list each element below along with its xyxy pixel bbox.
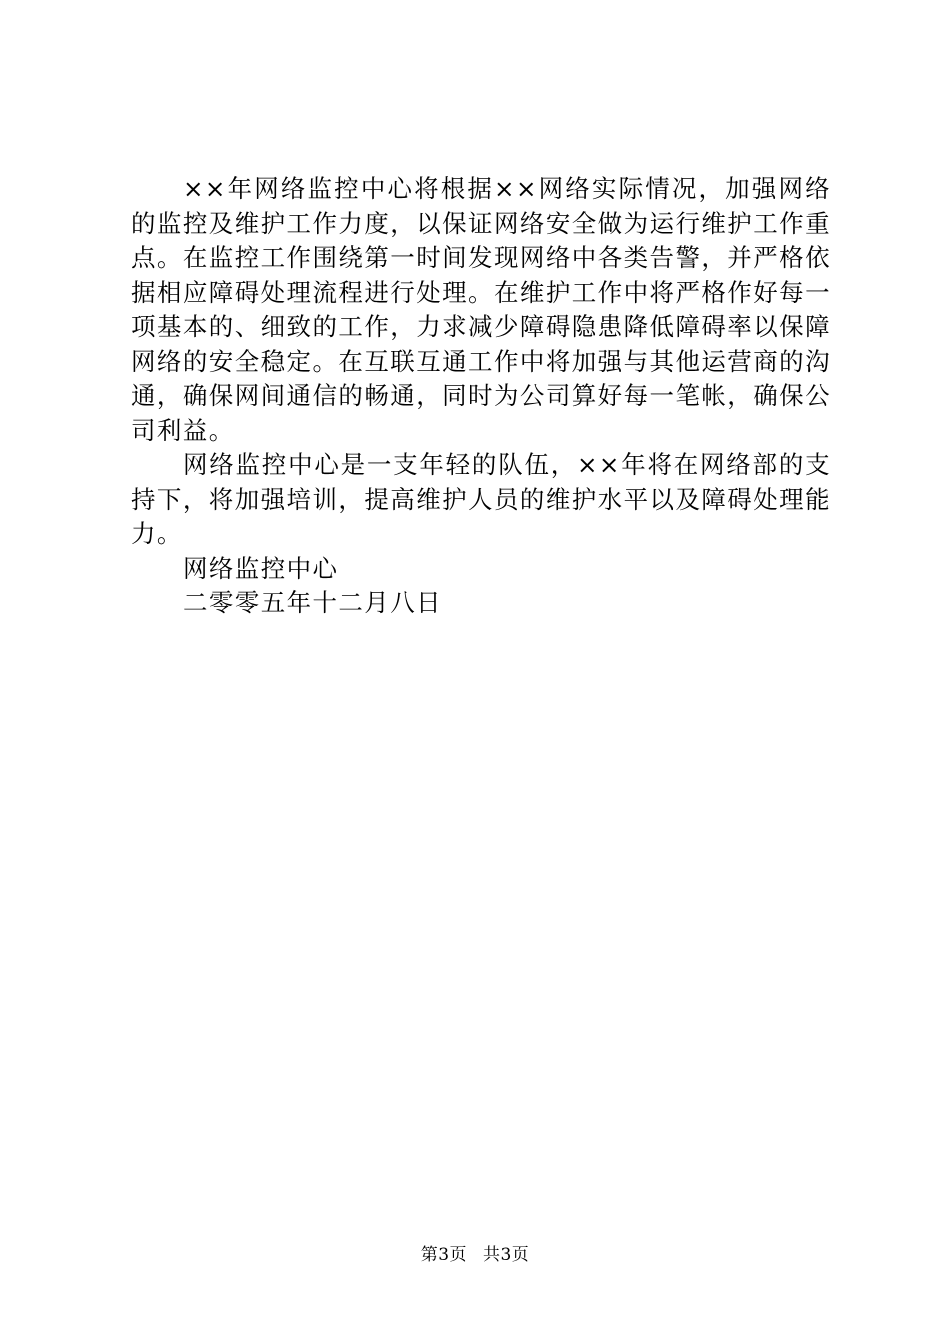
document-body	[131, 172, 831, 621]
signature-organization: 网络监控中心	[183, 553, 339, 583]
signature-date: 二零零五年十二月八日	[183, 588, 442, 617]
page-number-current: 第3页	[420, 1245, 468, 1265]
paragraph-team: 网络监控中心是一支年轻的队伍，××年将在网络部的支持下，将加强培训，提高维护人员的维护水平以及障碍处理能力。	[131, 450, 831, 548]
paragraph-work-plan: ××年网络监控中心将根据××网络实际情况，加强网络的监控及维护工作力度，以保证网络安全做为运行维护工作重点。在监控工作围绕第一时间发现网络中各类告警，并严格依据相应障碍处理流程进行处理。在维护工作中将严格作好每一项基本的、细致的工作，力求减少障碍隐患降低障碍率以保障网络的安全稳定。在互联互通工作中将加强与其他运营商的沟通，确保网间通信的畅通，同时为公司算好每一笔帐，确保公司利益。	[131, 174, 831, 445]
page-footer	[0, 1243, 950, 1267]
page-number-total: 共3页	[482, 1245, 530, 1265]
